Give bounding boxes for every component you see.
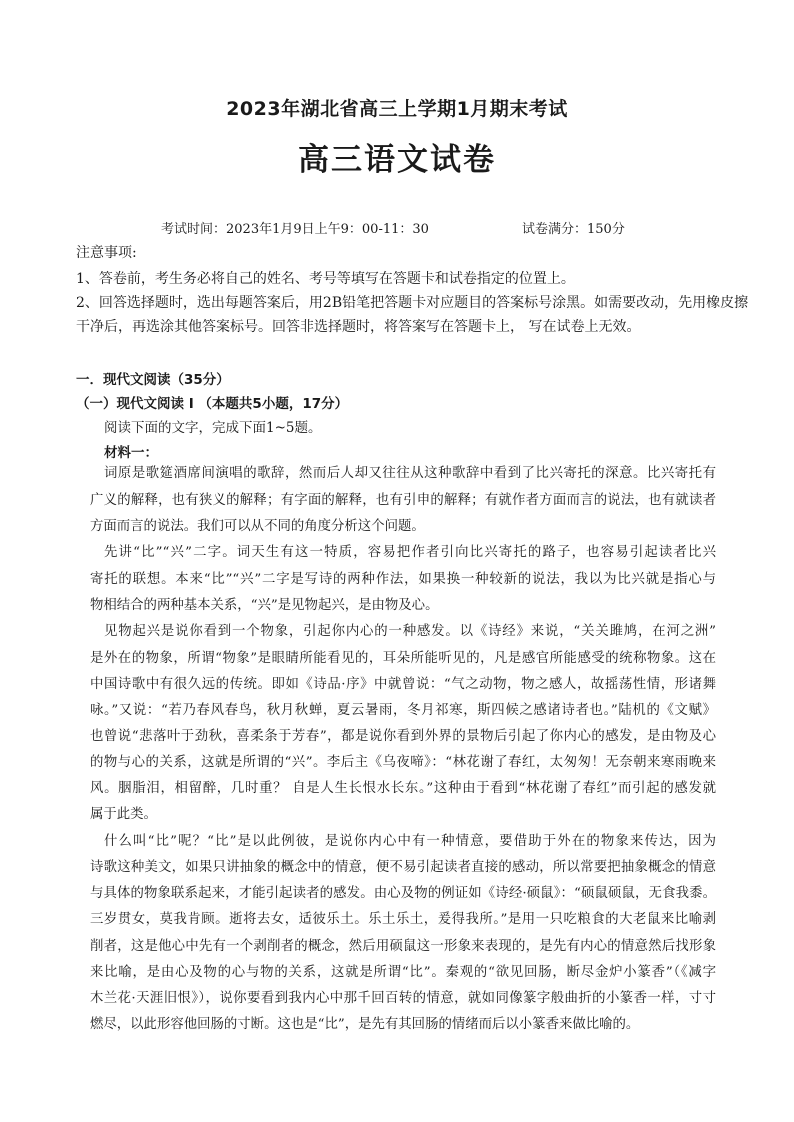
paragraph-line: 也曾说“悲落叶于劲秋，喜柔条于芳春”，都是说你看到外界的景物后引起了你内心的感发，是由物及心 [90, 729, 716, 744]
note-item: 1、答卷前，考生务必将自己的姓名、考号等填写在答题卡和试卷指定的位置上。 [76, 271, 575, 287]
paragraph-line: 见物起兴是说你看到一个物象，引起你内心的一种感发。以《诗经》来说，“关关雎鸠，在河之洲” [104, 624, 716, 639]
notes-heading: 注意事项: [76, 245, 137, 261]
paragraph-line: 燃尽，以此形容他回肠的寸断。这也是“比”，是先有其回肠的情绪而后以小篆香来做比喻的。 [90, 1017, 640, 1032]
paragraph-line: 什么叫“比”呢？“比”是以此例彼，是说你内心中有一种情意，要借助于外在的物象来传达，因为 [104, 834, 716, 849]
paragraph-line: 中国诗歌中有很久远的传统。即如《诗品·序》中就曾说：“气之动物，物之感人，故摇荡性情，形诸舞 [90, 677, 716, 692]
paragraph-line: 与具体的物象联系起来，才能引起读者的感发。由心及物的例证如《诗经·硕鼠》：“硕鼠硕鼠，无食我黍。 [90, 886, 716, 901]
reading-instruction: 阅读下面的文字，完成下面1~5题。 [104, 420, 322, 436]
paragraph-line: 方面而言的说法。我们可以从不同的角度分析这个问题。 [90, 519, 425, 534]
paragraph-line: 的物与心的关系，这就是所谓的“兴”。李后主《乌夜啼》：“林花谢了春红，太匆匆！无奈朝来寒雨晚来 [90, 755, 716, 770]
paragraph-line: 咏。”又说：“若乃春风春鸟，秋月秋蝉，夏云暑雨，冬月祁寒，斯四候之感诸诗者也。”陆机的《文赋》 [90, 703, 716, 718]
paragraph-line: 广义的解释，也有狭义的解释；有字面的解释，也有引申的解释；有就作者方面而言的说法，也有就读者 [90, 493, 716, 508]
exam-title: 2023年湖北省高三上学期1月期末考试 [226, 98, 568, 120]
paper-subtitle: 高三语文试卷 [298, 142, 496, 178]
paragraph-line: 先讲“比”“兴”二字。词天生有这一特质，容易把作者引向比兴寄托的路子，也容易引起读者比兴 [104, 545, 716, 560]
paragraph-line: 来比喻，是由心及物的心与物的关系，这就是所谓“比”。秦观的“欲见回肠，断尽金炉小篆香”（《减字 [90, 965, 716, 980]
note-item: 干净后，再选涂其他答案标号。回答非选择题时，将答案写在答题卡上， 写在试卷上无效。 [76, 319, 641, 335]
paragraph-line: 物相结合的两种基本关系，“兴”是见物起兴，是由物及心。 [90, 598, 439, 613]
full-score: 试卷满分：150分 [522, 222, 625, 237]
note-item: 2、回答选择题时，选出每题答案后，用2B铅笔把答题卡对应题目的答案标号涂黑。如需要改动，先用橡皮擦 [76, 295, 749, 311]
part-title: 一．现代文阅读（35分） [76, 372, 230, 388]
paragraph-line: 三岁贯女，莫我肯顾。逝将去女，适彼乐土。乐土乐土，爰得我所。”是用一只吃粮食的大老鼠来比喻剥 [90, 912, 716, 927]
paragraph-line: 属于此类。 [90, 807, 157, 822]
paragraph-line: 是外在的物象，所谓“物象”是眼睛所能看见的，耳朵所能听见的，凡是感官所能感受的统称物象。这在 [90, 651, 716, 666]
material-label: 材料一： [104, 445, 158, 461]
paragraph-line: 风。胭脂泪，相留醉，几时重？ 自是人生长恨水长东。”这种由于看到“林花谢了春红”而引起的感发就 [90, 781, 716, 796]
paragraph-line: 寄托的联想。本来“比”“兴”二字是写诗的两种作法，如果换一种较新的说法，我以为比兴就是指心与 [90, 572, 716, 587]
paragraph-line: 词原是歌筵酒席间演唱的歌辞，然而后人却又往往从这种歌辞中看到了比兴寄托的深意。比兴寄托有 [104, 466, 716, 481]
exam-time: 考试时间：2023年1月9日上午9：00-11：30 [161, 222, 429, 237]
paragraph-line: 诗歌这种美文，如果只讲抽象的概念中的情意，便不易引起读者直接的感动，所以常要把抽象概念的情意 [90, 860, 716, 875]
paragraph-line: 削者，这是他心中先有一个剥削者的概念，然后用硕鼠这一形象来表现的，是先有内心的情意然后找形象 [90, 939, 716, 954]
sub-section-title: （一）现代文阅读 I （本题共5小题，17分） [76, 396, 349, 412]
paragraph-line: 木兰花·天涯旧恨》），说你要看到我内心中那千回百转的情意，就如同像篆字般曲折的小篆香一样，寸寸 [90, 991, 716, 1006]
